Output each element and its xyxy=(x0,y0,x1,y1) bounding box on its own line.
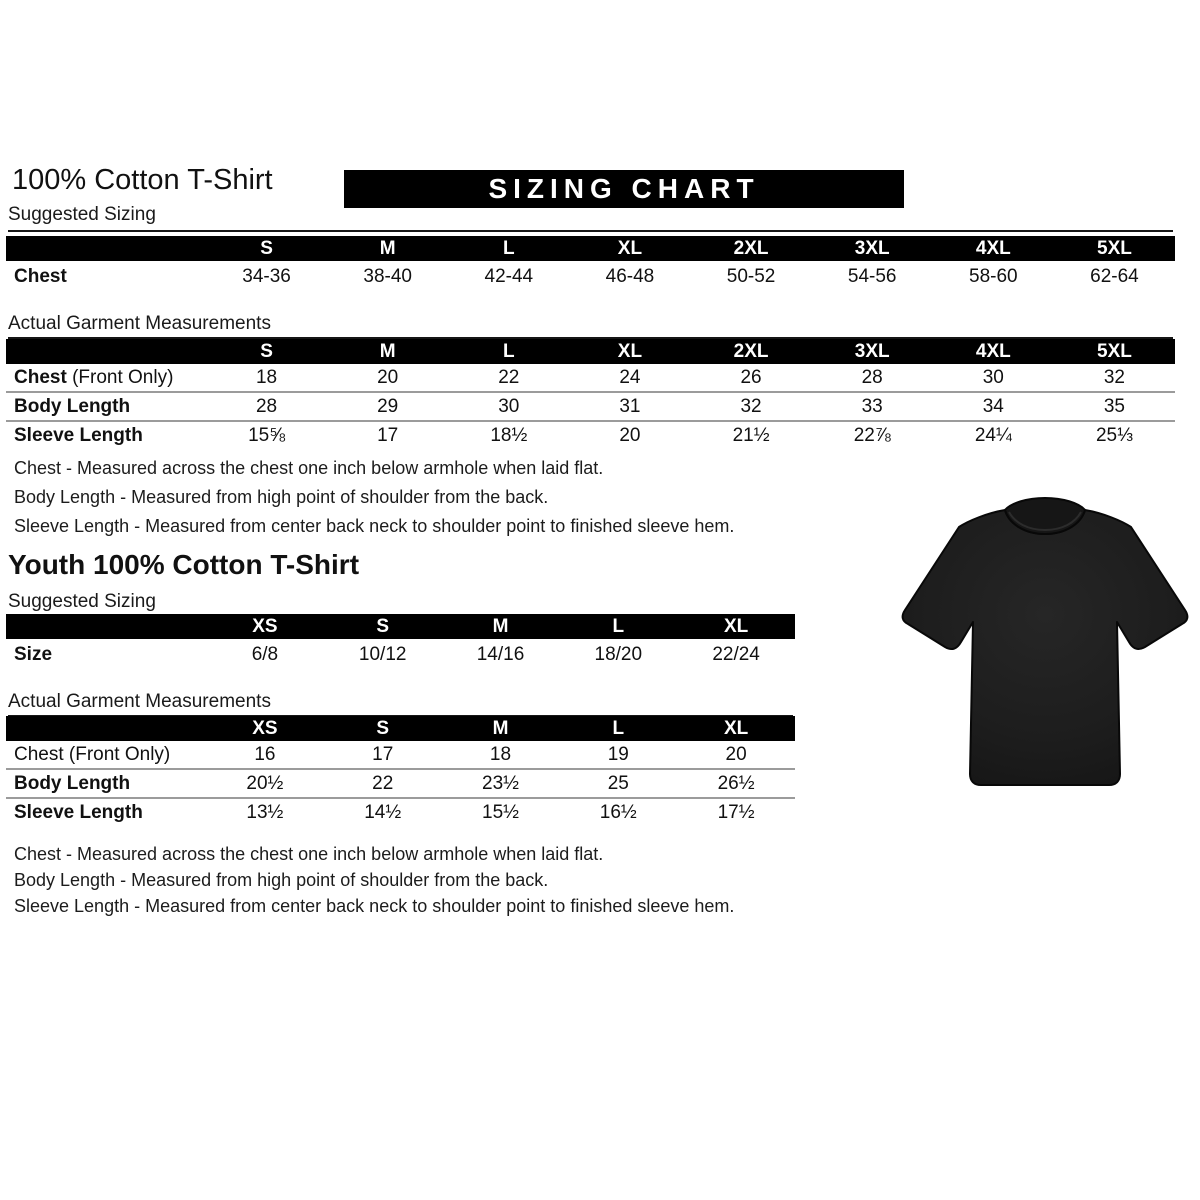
column-header-m: M xyxy=(492,718,509,739)
column-header-l: L xyxy=(612,718,625,739)
table-header-row xyxy=(6,339,1175,364)
column-header-2xl: 2XL xyxy=(733,238,769,259)
black-tshirt-image xyxy=(895,478,1197,808)
cell-value: 26½ xyxy=(717,772,755,794)
row-label-cell xyxy=(6,425,206,447)
column-header-xl: XL xyxy=(617,341,643,362)
adult-measurement-notes xyxy=(14,458,734,545)
cell-value: 17 xyxy=(372,743,394,765)
column-header-5xl: 5XL xyxy=(1097,238,1132,259)
cell-value: 18/20 xyxy=(594,643,643,665)
table-row xyxy=(6,797,795,826)
youth-actual-measurements-label: Actual Garment Measurements xyxy=(8,691,793,717)
cell-value: 62-64 xyxy=(1090,266,1139,287)
adult-section-title: 100% Cotton T-Shirt xyxy=(12,164,273,196)
column-header-l: L xyxy=(503,238,515,259)
cell-value: 23½ xyxy=(482,772,519,794)
column-header-xs: XS xyxy=(252,718,278,739)
cell-value: 25 xyxy=(607,772,629,794)
column-header-m: M xyxy=(379,341,396,362)
note-sleeve-length: Sleeve Length - Measured from center back neck to shoulder point to finished sleeve hem. xyxy=(14,516,735,536)
row-label-cell xyxy=(6,266,206,288)
row-label: Chest (Front Only) xyxy=(14,743,171,765)
cell-value: 32 xyxy=(740,395,762,417)
cell-value: 24 xyxy=(619,366,641,388)
note-body-length: Body Length - Measured from high point of shoulder from the back. xyxy=(14,870,549,890)
row-label: Chest xyxy=(14,366,67,388)
table-row xyxy=(6,420,1175,449)
cell-value: 50-52 xyxy=(726,266,776,287)
cell-value: 28 xyxy=(255,395,278,417)
cell-value: 34 xyxy=(982,395,1004,417)
cell-value: 19 xyxy=(607,743,629,765)
table-row xyxy=(6,768,795,797)
table-header-row xyxy=(6,716,795,741)
adult-suggested-sizing-table xyxy=(6,236,1175,293)
row-label-cell xyxy=(6,802,206,824)
tshirt-body xyxy=(903,510,1188,785)
cell-value: 54-56 xyxy=(847,266,897,287)
cell-value: 32 xyxy=(1103,366,1125,388)
table-row xyxy=(6,364,1175,391)
cell-value: 13½ xyxy=(246,801,284,823)
row-label: Size xyxy=(14,643,53,665)
adult-suggested-sizing-label: Suggested Sizing xyxy=(8,204,1173,232)
row-label: Sleeve Length xyxy=(14,801,143,823)
cell-value: 16½ xyxy=(599,801,637,823)
column-header-s: S xyxy=(260,238,273,259)
cell-value: 15⅝ xyxy=(248,424,286,446)
table-row xyxy=(6,261,1175,293)
cell-value: 58-60 xyxy=(969,266,1018,287)
table-row xyxy=(6,741,795,768)
row-label-cell xyxy=(6,744,206,766)
cell-value: 14/16 xyxy=(476,643,525,665)
cell-value: 28 xyxy=(861,366,883,388)
row-label-cell xyxy=(6,773,206,795)
cell-value: 17 xyxy=(377,424,399,446)
cell-value: 30 xyxy=(982,366,1004,388)
table-header-row xyxy=(6,614,795,639)
column-header-s: S xyxy=(376,718,390,739)
cell-value: 20 xyxy=(377,366,399,388)
table-row xyxy=(6,639,795,670)
cell-value: 25⅓ xyxy=(1095,424,1133,446)
row-label: Body Length xyxy=(14,772,131,794)
cell-value: 15½ xyxy=(482,801,519,823)
table-row xyxy=(6,391,1175,420)
row-label: Body Length xyxy=(14,395,131,417)
cell-value: 18 xyxy=(255,366,278,388)
column-header-5xl: 5XL xyxy=(1097,341,1132,362)
youth-section-title: Youth 100% Cotton T-Shirt xyxy=(8,549,360,580)
cell-value: 18 xyxy=(489,743,512,765)
column-header-m: M xyxy=(379,238,396,259)
cell-value: 38-40 xyxy=(363,266,412,287)
row-label-cell xyxy=(6,396,206,418)
column-header-s: S xyxy=(376,616,390,637)
cell-value: 42-44 xyxy=(484,266,534,287)
cell-value: 22 xyxy=(372,772,394,794)
cell-value: 22⅞ xyxy=(853,424,891,446)
cell-value: 17½ xyxy=(717,801,755,823)
cell-value: 29 xyxy=(377,395,399,417)
tshirt-icon xyxy=(895,478,1197,808)
column-header-3xl: 3XL xyxy=(854,341,890,362)
cell-value: 16 xyxy=(254,743,276,765)
cell-value: 46-48 xyxy=(605,266,655,287)
adult-actual-measurements-label: Actual Garment Measurements xyxy=(8,313,1173,339)
youth-actual-measurements-table xyxy=(6,716,795,826)
column-header-4xl: 4XL xyxy=(975,341,1011,362)
column-header-l: L xyxy=(503,341,515,362)
cell-value: 22/24 xyxy=(712,643,760,665)
cell-value: 34-36 xyxy=(242,266,291,287)
note-chest: Chest - Measured across the chest one inch below armhole when laid flat. xyxy=(14,844,604,864)
cell-value: 20 xyxy=(725,743,747,765)
column-header-xl: XL xyxy=(723,616,749,637)
cell-value: 35 xyxy=(1103,395,1125,417)
row-label-suffix: (Front Only) xyxy=(66,366,174,388)
cell-value: 22 xyxy=(498,366,520,388)
cell-value: 18½ xyxy=(490,424,528,446)
column-header-s: S xyxy=(260,341,273,362)
column-header-m: M xyxy=(492,616,509,637)
cell-value: 30 xyxy=(498,395,520,417)
youth-suggested-sizing-table xyxy=(6,614,795,670)
cell-value: 33 xyxy=(861,395,883,417)
row-label: Sleeve Length xyxy=(14,424,143,446)
column-header-xl: XL xyxy=(723,718,749,739)
cell-value: 24¼ xyxy=(974,424,1012,446)
cell-value: 6/8 xyxy=(251,643,279,665)
cell-value: 20 xyxy=(619,424,641,446)
column-header-3xl: 3XL xyxy=(854,238,890,259)
cell-value: 14½ xyxy=(364,801,402,823)
note-body-length: Body Length - Measured from high point of shoulder from the back. xyxy=(14,487,549,507)
column-header-xl: XL xyxy=(617,238,643,259)
youth-suggested-sizing-label: Suggested Sizing xyxy=(8,591,793,619)
column-header-2xl: 2XL xyxy=(733,341,769,362)
table-header-row xyxy=(6,236,1175,261)
column-header-l: L xyxy=(612,616,625,637)
column-header-4xl: 4XL xyxy=(975,238,1011,259)
cell-value: 31 xyxy=(619,395,641,417)
youth-measurement-notes xyxy=(14,844,734,922)
cell-value: 26 xyxy=(740,366,762,388)
adult-actual-measurements-table xyxy=(6,339,1175,449)
column-header-xs: XS xyxy=(252,616,278,637)
note-sleeve-length: Sleeve Length - Measured from center back neck to shoulder point to finished sleeve hem. xyxy=(14,896,735,916)
sizing-chart-banner: SIZING CHART xyxy=(344,170,904,208)
row-label-cell xyxy=(6,367,206,389)
cell-value: 20½ xyxy=(246,772,284,794)
note-chest: Chest - Measured across the chest one inch below armhole when laid flat. xyxy=(14,458,604,478)
cell-value: 10/12 xyxy=(358,643,407,665)
cell-value: 21½ xyxy=(732,424,770,446)
row-label: Chest xyxy=(14,266,67,287)
row-label-cell xyxy=(6,644,206,666)
